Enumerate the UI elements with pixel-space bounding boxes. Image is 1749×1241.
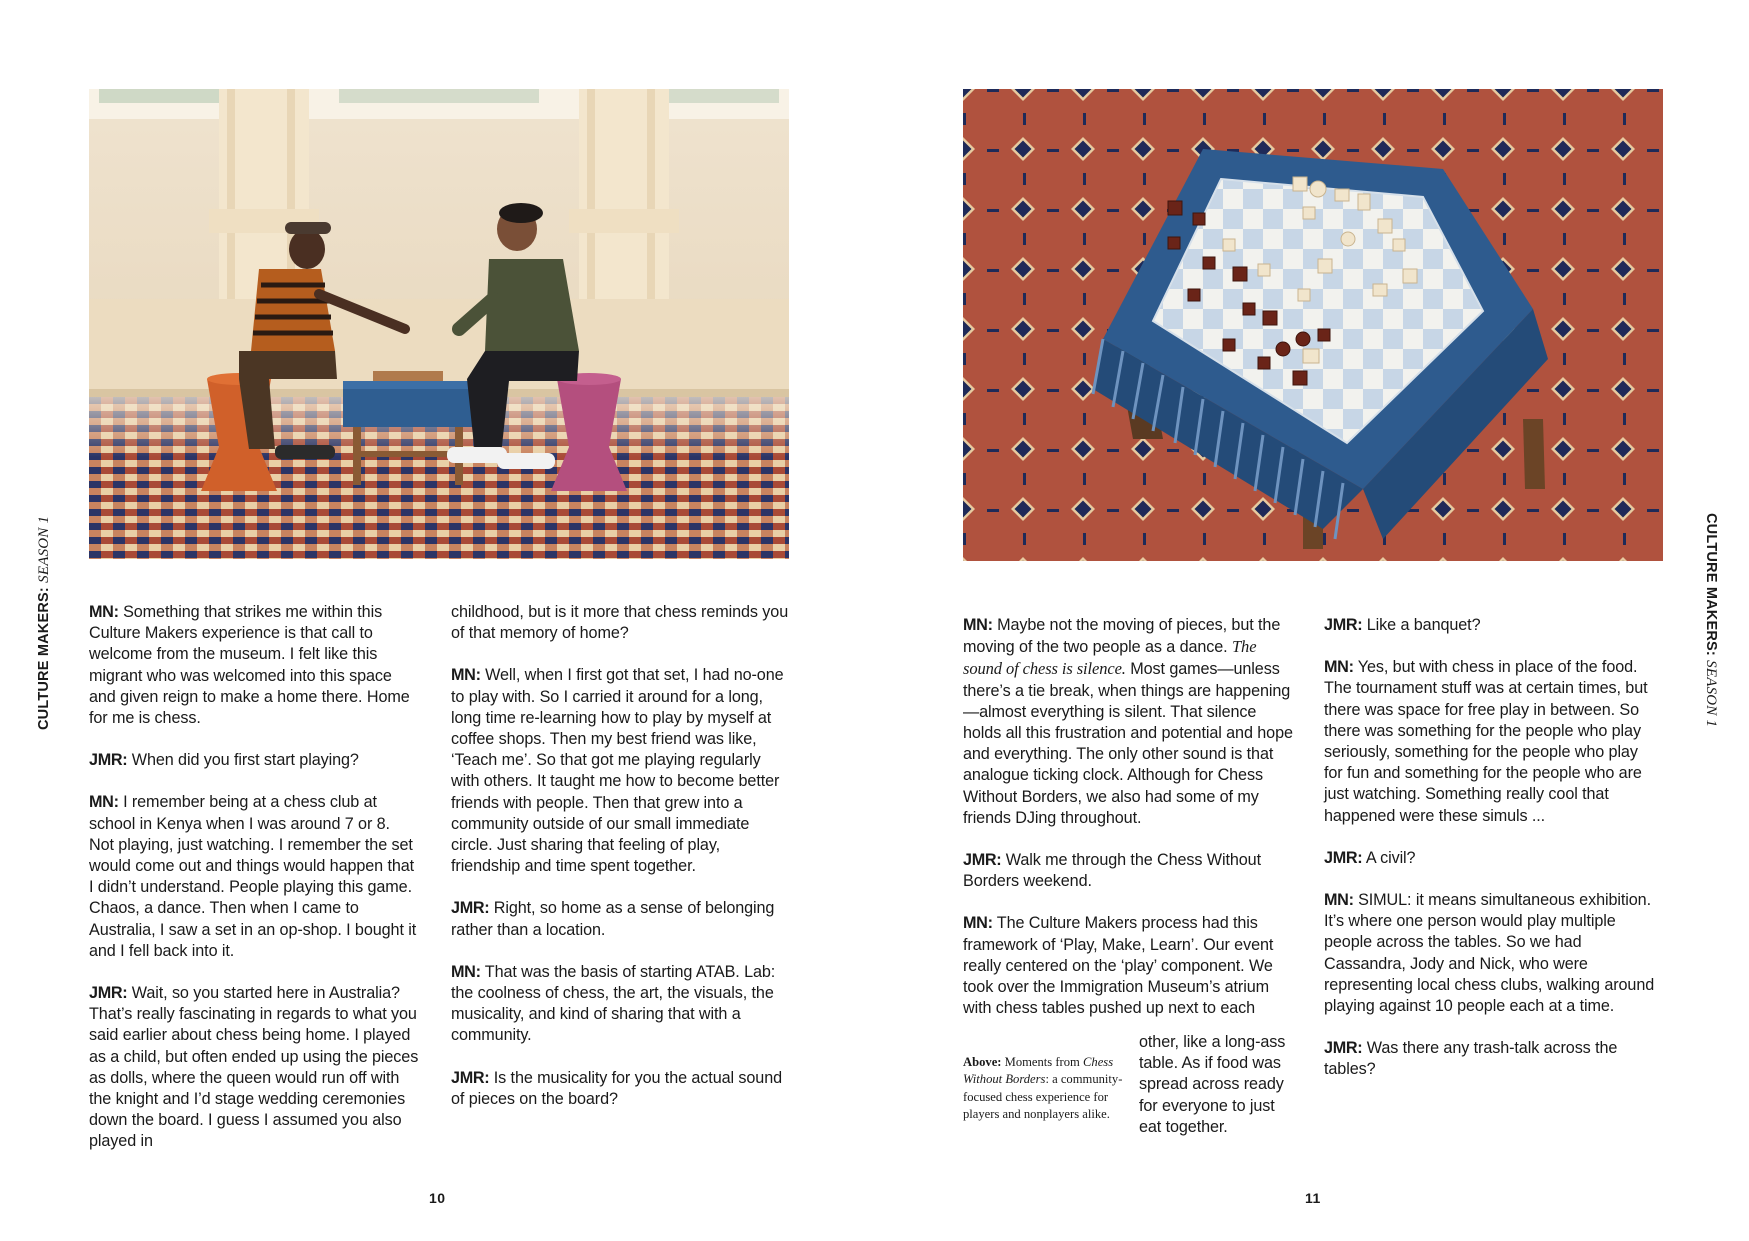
left-page: [0, 0, 874, 1241]
paragraph-text: childhood, but is it more that chess reminds you of that memory of home?: [451, 603, 789, 643]
paragraph-text: Walk me through the Chess Without Borders weekend.: [963, 851, 1261, 891]
speaker-label: MN:: [89, 603, 119, 621]
chess-board-illustration: [963, 89, 1663, 561]
paragraph-text: The Culture Makers process had this framework of ‘Play, Make, Learn’. Our event really centered on the ‘play’ component. We took over the Immigration Museum’s atrium with chess tables pushed up next to each: [963, 914, 1274, 1018]
paragraph: [451, 1068, 791, 1110]
paragraph-text: Is the musicality for you the actual sound of pieces on the board?: [451, 1068, 782, 1108]
speaker-label: MN:: [963, 616, 993, 634]
column-1: [89, 602, 419, 1174]
speaker-label: JMR:: [89, 984, 128, 1003]
paragraph: [451, 602, 791, 644]
paragraph: [1324, 848, 1659, 869]
column-4: [1324, 615, 1659, 1102]
chess-board-photo: [963, 89, 1663, 561]
paragraph: [89, 792, 419, 962]
speaker-label: MN:: [1324, 658, 1354, 677]
caption-text: Moments from: [1001, 1055, 1083, 1069]
paragraph: [451, 962, 791, 1047]
paragraph: [89, 983, 419, 1153]
paragraph: [89, 602, 419, 729]
paragraph: [963, 850, 1298, 892]
speaker-label: MN:: [963, 914, 993, 933]
speaker-label: JMR:: [451, 899, 490, 918]
paragraph-text: SIMUL: it means simultaneous exhibition. It’s where one person would play multiple people across the tables. So we had Cassandra, Jody and Nick, who were representing local chess clubs, walking around playing against 10 people each at a time.: [1324, 891, 1655, 1016]
spine-season: SEASON 1: [1703, 660, 1719, 728]
caption-text: : a community-focused chess experience for players and nonplayers alike.: [963, 1072, 1123, 1121]
paragraph: [963, 913, 1298, 1019]
paragraph-text: Most games—unless there’s a tie break, when things are happening—almost everything is silent. That silence holds all this frustration and potential and hope and everything. The only other sound is that analogue ticking clock. Although for Chess Without Borders, we also had some of my friends DJing throughout.: [963, 660, 1293, 827]
speaker-label: JMR:: [1324, 848, 1363, 867]
paragraph-text: When did you first start playing?: [127, 751, 359, 770]
paragraph-text: Yes, but with chess in place of the food. The tournament stuff was at certain times, but there was space for free play in between. So there was something for the people who play seriously, something for the people who play for fun and something for the people who are just watching. Something really cool that happened were these simuls ...: [1324, 658, 1648, 825]
paragraph-text: Maybe not the moving of pieces, but the moving of the two people as a dance.: [963, 616, 1281, 657]
paragraph-text: Something that strikes me within this Culture Makers experience is that call to welcome from the museum. I felt like this migrant who was welcomed into this space and given reign to make a home there. Home for me is chess.: [89, 603, 410, 728]
column-3-continuation: [1139, 1032, 1299, 1138]
column-3: [963, 615, 1298, 1019]
spine-separator: :: [1703, 650, 1719, 656]
spine-brand: CULTURE MAKERS: [36, 592, 52, 730]
chess-players-photo: [89, 89, 789, 559]
spine-brand: CULTURE MAKERS: [1703, 513, 1719, 651]
paragraph: [451, 665, 791, 877]
caption-label: Above:: [963, 1055, 1002, 1069]
paragraph-text: Right, so home as a sense of belonging rather than a location.: [451, 899, 775, 939]
paragraph: [1324, 1038, 1659, 1080]
paragraph-text: other, like a long-ass table. As if food was spread across ready for everyone to just eat together.: [1139, 1033, 1286, 1136]
spine-label-left: [36, 516, 53, 730]
paragraph-text: I remember being at a chess club at school in Kenya when I was around 7 or 8. Not playing, just watching. I remember the set would come out and things would happen that I didn’t understand. People playing this game. Chaos, a dance. Then when I came to Australia, I saw a set in an op-shop. I bought it and I fell back into it.: [89, 793, 417, 960]
speaker-label: JMR:: [1324, 1039, 1363, 1058]
spine-season: SEASON 1: [36, 515, 52, 583]
paragraph-text: Well, when I first got that set, I had no-one to play with. So I carried it around for a long, long time re-learning how to play by myself at coffee shops. Then my best friend was like, ‘Teach me’. So that got me playing regularly with others. It taught me how to become better friends with people. Then that grew into a community outside of our small immediate circle. Just sharing that feeling of play, friendship and time spent together.: [451, 666, 784, 876]
paragraph-text: Like a banquet?: [1362, 616, 1481, 634]
paragraph-text: Was there any trash-talk across the tables?: [1324, 1039, 1618, 1079]
spine-separator: :: [36, 587, 52, 593]
paragraph: [963, 615, 1298, 829]
speaker-label: MN:: [89, 793, 119, 812]
italic-quote: The sound of chess is silence.: [963, 637, 1257, 679]
caption-event-name: Chess Without Borders: [963, 1055, 1114, 1087]
chess-players-illustration: [89, 89, 789, 559]
speaker-label: MN:: [451, 666, 481, 685]
speaker-label: JMR:: [89, 751, 128, 770]
paragraph: [1324, 890, 1659, 1017]
paragraph-text: That was the basis of starting ATAB. Lab: the coolness of chess, the art, the visuals, the musicality, and kind of sharing that with a community.: [451, 962, 776, 1045]
paragraph-text: A civil?: [1362, 848, 1416, 867]
spine-label-right: [1702, 513, 1719, 727]
paragraph: [1324, 657, 1659, 827]
paragraph: [451, 898, 791, 940]
photo-caption: [963, 1054, 1133, 1123]
speaker-label: JMR:: [1324, 616, 1363, 634]
page-number-left: 10: [429, 1190, 446, 1206]
speaker-label: JMR:: [963, 851, 1002, 870]
page-number-right: 11: [1305, 1190, 1321, 1206]
paragraph: [89, 750, 419, 771]
speaker-label: MN:: [451, 962, 481, 981]
paragraph-text: Wait, so you started here in Australia? That’s really fascinating in regards to what you said earlier about chess being home. I played as a child, but often ended up using the pieces as dolls, where the queen would run off with the knight and I’d stage wedding ceremonies down the board. I guess I assumed you also played in: [89, 984, 419, 1151]
column-2: [451, 602, 791, 1131]
speaker-label: JMR:: [451, 1068, 490, 1087]
speaker-label: MN:: [1324, 891, 1354, 910]
paragraph: [1324, 615, 1659, 636]
